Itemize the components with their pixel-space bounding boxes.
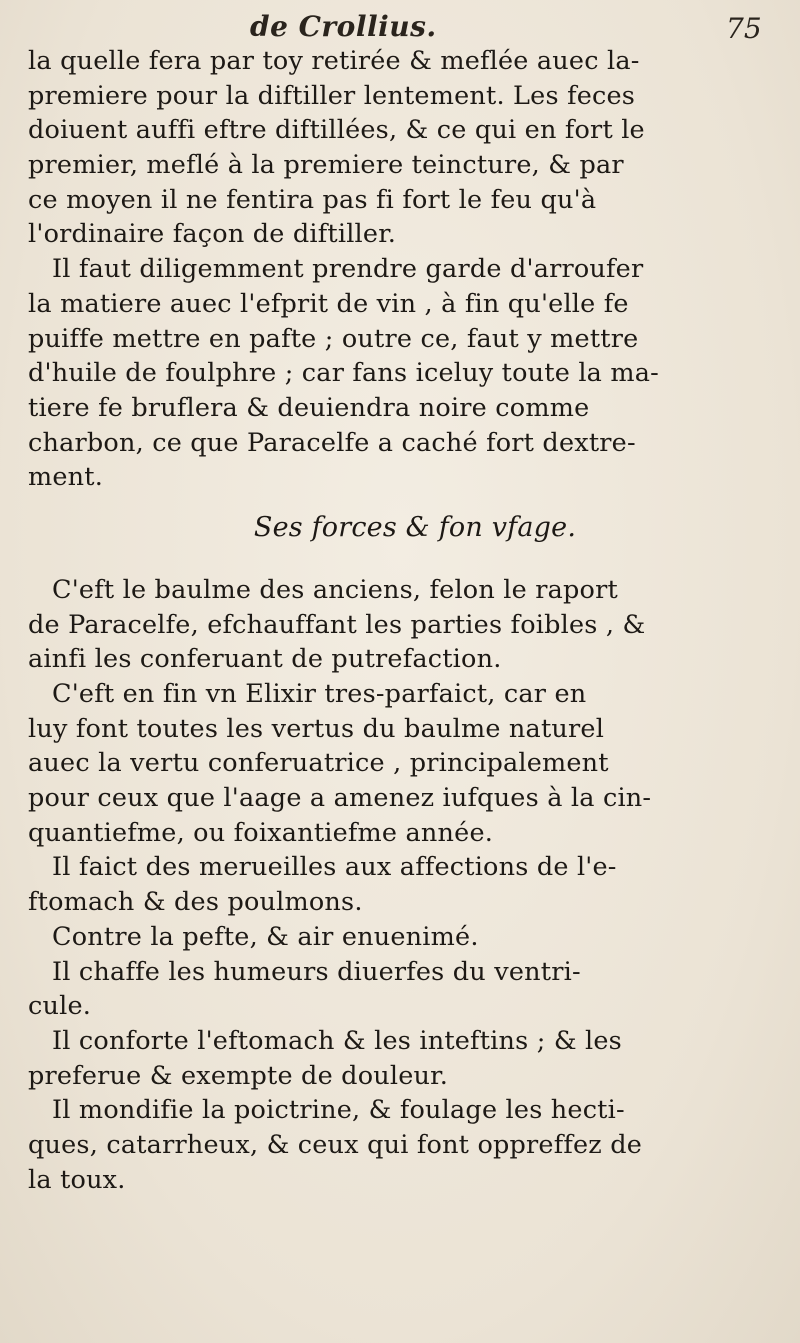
text-line: la toux. <box>28 1164 126 1195</box>
text-line: premier, meflé à la premiere teincture, & par <box>28 150 624 181</box>
text-line: Contre la pefte, & air enuenimé. <box>52 921 479 952</box>
page-number: 75 <box>726 12 762 45</box>
text-line: Il mondifie la poictrine, & foulage les hecti- <box>52 1095 625 1126</box>
text-line: de Paracelfe, efchauffant les parties foibles , & <box>28 609 646 640</box>
text-line: doiuent auffi eftre diftillées, & ce qui en fort le <box>28 115 645 146</box>
text-line: C'eft le baulme des anciens, felon le raport <box>52 574 618 605</box>
text-line: ainfi les conferuant de putrefaction. <box>28 644 502 675</box>
running-head: de Crollius. <box>250 10 437 43</box>
text-line: auec la vertu conferuatrice , principalement <box>28 748 609 779</box>
body-text <box>28 44 778 1197</box>
text-line: quantiefme, ou foixantiefme année. <box>28 817 494 848</box>
text-line: ment. <box>28 462 104 493</box>
page-header <box>0 8 800 48</box>
text-line: l'ordinaire façon de diftiller. <box>28 219 397 250</box>
text-line: Il conforte l'eftomach & les inteftins ; & les <box>52 1025 622 1056</box>
text-line: luy font toutes les vertus du baulme naturel <box>28 713 605 744</box>
text-line: charbon, ce que Paracelfe a caché fort dextre- <box>28 427 636 458</box>
text-line: Il chaffe les humeurs diuerfes du ventri- <box>52 956 581 987</box>
text-line: ftomach & des poulmons. <box>28 887 363 918</box>
text-line: premiere pour la diftiller lentement. Les feces <box>28 80 636 111</box>
section-gap <box>28 555 778 573</box>
text-line: Il faut diligemment prendre garde d'arroufer <box>52 254 644 285</box>
text-line: la matiere auec l'efprit de vin , à fin qu'elle fe <box>28 288 629 319</box>
text-line: la quelle fera par toy retirée & meflée auec la- <box>28 46 640 76</box>
section-title: Ses forces & fon vfage. <box>253 511 577 543</box>
text-line: pour ceux que l'aage a amenez iufques à la cin- <box>28 783 652 814</box>
text-line: C'eft en fin vn Elixir tres-parfaict, car en <box>52 679 587 709</box>
text-line: preferue & exempte de douleur. <box>28 1060 449 1091</box>
text-line: cule. <box>28 991 92 1022</box>
text-line: tiere fe bruflera & deuiendra noire comme <box>28 392 590 423</box>
text-line: ce moyen il ne fentira pas fi fort le feu qu'à <box>28 184 597 215</box>
text-line: puiffe mettre en pafte ; outre ce, faut y mettre <box>28 323 639 354</box>
text-line: Il faict des merueilles aux affections de l'e- <box>52 852 617 883</box>
text-line: d'huile de foulphre ; car fans iceluy toute la ma- <box>28 358 659 389</box>
text-line: ques, catarrheux, & ceux qui font oppreffez de <box>28 1129 643 1160</box>
